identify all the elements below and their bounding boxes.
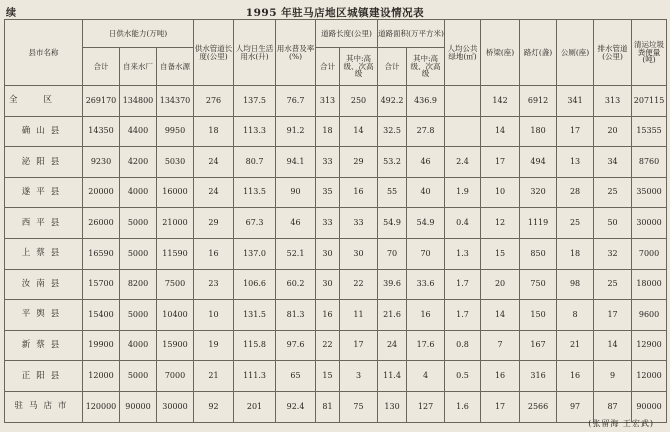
header-water-own: 自备水源 (157, 48, 194, 86)
cell-water-own: 16000 (157, 177, 194, 208)
cell-road-area-high: 436.9 (407, 86, 445, 117)
cell-drain: 313 (594, 86, 632, 117)
cell-per-capita: 137.0 (234, 238, 276, 269)
cell-garbage: 30000 (632, 208, 667, 239)
cell-lights: 180 (520, 116, 557, 147)
cell-water-total: 9230 (83, 147, 120, 178)
cell-toilets: 25 (557, 208, 594, 239)
cell-toilets: 17 (557, 116, 594, 147)
cell-green: 1.6 (445, 391, 481, 422)
cell-road-area-high: 127 (407, 391, 445, 422)
cell-water-own: 9950 (157, 116, 194, 147)
cell-road-area: 54.9 (378, 208, 407, 239)
county-name-cell: 汝南县 (5, 269, 83, 300)
cell-drain: 17 (594, 300, 632, 331)
cell-per-capita: 80.7 (234, 147, 276, 178)
cell-road-len: 16 (316, 300, 340, 331)
header-per-capita-water: 人均日生活用水(升) (234, 20, 276, 86)
cell-road-area-high: 54.9 (407, 208, 445, 239)
cell-toilets: 13 (557, 147, 594, 178)
cell-pipe: 10 (194, 300, 234, 331)
cell-road-len: 313 (316, 86, 340, 117)
cell-water-total: 12000 (83, 361, 120, 392)
cell-road-len-high: 16 (340, 177, 378, 208)
cell-road-area: 53.2 (378, 147, 407, 178)
cell-water-own: 5030 (157, 147, 194, 178)
cell-road-area-high: 27.8 (407, 116, 445, 147)
cell-road-area-high: 17.6 (407, 330, 445, 361)
cell-road-len-high: 75 (340, 391, 378, 422)
header-street-lights: 路灯(盏) (520, 20, 557, 86)
county-name-cell: 驻马店市 (5, 391, 83, 422)
cell-road-len-high: 11 (340, 300, 378, 331)
cell-water-own: 7000 (157, 361, 194, 392)
cell-coverage: 65 (276, 361, 316, 392)
header-water-coverage: 用水普及率(%) (276, 20, 316, 86)
cell-road-len: 18 (316, 116, 340, 147)
statistics-table (4, 19, 667, 423)
cell-garbage: 90000 (632, 391, 667, 422)
cell-green: 1.3 (445, 238, 481, 269)
cell-water-self: 4000 (120, 330, 157, 361)
cell-pipe: 18 (194, 116, 234, 147)
cell-water-own: 7500 (157, 269, 194, 300)
cell-road-area-high: 46 (407, 147, 445, 178)
cell-toilets: 98 (557, 269, 594, 300)
cell-road-area: 130 (378, 391, 407, 422)
table-row (5, 300, 667, 331)
table-body (5, 86, 667, 423)
cell-water-self: 90000 (120, 391, 157, 422)
header-road-length: 道路长度(公里) (316, 20, 378, 48)
cell-garbage: 15355 (632, 116, 667, 147)
cell-road-area: 55 (378, 177, 407, 208)
cell-road-area: 11.4 (378, 361, 407, 392)
cell-water-total: 15400 (83, 300, 120, 331)
table-row (5, 269, 667, 300)
cell-water-total: 19900 (83, 330, 120, 361)
cell-lights: 1119 (520, 208, 557, 239)
header-road-area-total: 合计 (378, 48, 407, 86)
cell-green (445, 116, 481, 147)
table-row (5, 147, 667, 178)
cell-road-len-high: 29 (340, 147, 378, 178)
cell-coverage: 60.2 (276, 269, 316, 300)
cell-water-total: 20000 (83, 177, 120, 208)
cell-green: 2.4 (445, 147, 481, 178)
cell-green: 1.7 (445, 269, 481, 300)
cell-road-area-high: 40 (407, 177, 445, 208)
county-name-cell: 平舆县 (5, 300, 83, 331)
cell-road-area: 32.5 (378, 116, 407, 147)
cell-water-own: 15900 (157, 330, 194, 361)
county-name-cell: 正阳县 (5, 361, 83, 392)
cell-water-self: 4000 (120, 177, 157, 208)
cell-road-len: 15 (316, 361, 340, 392)
cell-pipe: 24 (194, 147, 234, 178)
cell-water-self: 4400 (120, 116, 157, 147)
cell-bridges: 17 (481, 391, 520, 422)
cell-green: 1.9 (445, 177, 481, 208)
cell-water-total: 15700 (83, 269, 120, 300)
cell-water-total: 26000 (83, 208, 120, 239)
cell-drain: 25 (594, 177, 632, 208)
cell-drain: 9 (594, 361, 632, 392)
cell-bridges: 7 (481, 330, 520, 361)
credit-authors: (张留海 王宏武) (588, 419, 654, 428)
cell-garbage: 12900 (632, 330, 667, 361)
cell-water-own: 10400 (157, 300, 194, 331)
cell-water-self: 5000 (120, 208, 157, 239)
table-row (5, 391, 667, 422)
cell-toilets: 28 (557, 177, 594, 208)
cell-green: 0.4 (445, 208, 481, 239)
table-row (5, 177, 667, 208)
cell-water-own: 21000 (157, 208, 194, 239)
cell-pipe: 24 (194, 177, 234, 208)
cell-garbage: 7000 (632, 238, 667, 269)
cell-coverage: 92.4 (276, 391, 316, 422)
cell-toilets: 16 (557, 361, 594, 392)
cell-road-len: 22 (316, 330, 340, 361)
cell-bridges: 15 (481, 238, 520, 269)
cell-bridges: 12 (481, 208, 520, 239)
header-water-self: 自来水厂 (120, 48, 157, 86)
cell-coverage: 81.3 (276, 300, 316, 331)
cell-drain: 32 (594, 238, 632, 269)
cell-garbage: 35000 (632, 177, 667, 208)
header-pipe-length: 供水管道长度(公里) (194, 20, 234, 86)
cell-bridges: 10 (481, 177, 520, 208)
cell-garbage: 12000 (632, 361, 667, 392)
header-green-per-capita: 人均公共绿地(㎡) (445, 20, 481, 86)
cell-bridges: 14 (481, 116, 520, 147)
cell-per-capita: 113.5 (234, 177, 276, 208)
cell-lights: 167 (520, 330, 557, 361)
cell-water-own: 134370 (157, 86, 194, 117)
cell-drain: 50 (594, 208, 632, 239)
table-row (5, 330, 667, 361)
cell-green: 1.7 (445, 300, 481, 331)
cell-bridges: 20 (481, 269, 520, 300)
cell-road-len-high: 14 (340, 116, 378, 147)
county-name-cell: 新蔡县 (5, 330, 83, 361)
county-name-cell: 全区 (5, 86, 83, 117)
cell-road-len-high: 22 (340, 269, 378, 300)
cell-road-len-high: 3 (340, 361, 378, 392)
cell-bridges: 16 (481, 361, 520, 392)
cell-road-area: 21.6 (378, 300, 407, 331)
header-bridges: 桥梁(座) (481, 20, 520, 86)
cell-toilets: 18 (557, 238, 594, 269)
cell-green (445, 86, 481, 117)
cell-road-len: 35 (316, 177, 340, 208)
header-drain-pipe: 排水管道(公里) (594, 20, 632, 86)
cell-road-area-high: 16 (407, 300, 445, 331)
cell-pipe: 19 (194, 330, 234, 361)
table-title: 1995 年驻马店地区城镇建设情况表 (245, 7, 425, 19)
cell-water-total: 14350 (83, 116, 120, 147)
cell-coverage: 52.1 (276, 238, 316, 269)
cell-road-len-high: 33 (340, 208, 378, 239)
cell-water-own: 30000 (157, 391, 194, 422)
cell-toilets: 21 (557, 330, 594, 361)
header-road-area: 道路面积(万平方米) (378, 20, 445, 48)
header-county: 县市名称 (5, 20, 83, 86)
cell-lights: 316 (520, 361, 557, 392)
cell-road-len: 33 (316, 208, 340, 239)
cell-drain: 20 (594, 116, 632, 147)
cell-toilets: 97 (557, 391, 594, 422)
cell-road-len: 30 (316, 238, 340, 269)
cell-toilets: 8 (557, 300, 594, 331)
header-road-area-high: 其中:高级、次高级 (407, 48, 445, 86)
cell-lights: 494 (520, 147, 557, 178)
cell-pipe: 92 (194, 391, 234, 422)
cell-road-area: 70 (378, 238, 407, 269)
cell-road-len: 81 (316, 391, 340, 422)
county-name-cell: 泌阳县 (5, 147, 83, 178)
table-row (5, 208, 667, 239)
cell-lights: 850 (520, 238, 557, 269)
cell-road-area: 39.6 (378, 269, 407, 300)
cell-per-capita: 137.5 (234, 86, 276, 117)
cell-road-len-high: 250 (340, 86, 378, 117)
cell-water-self: 5000 (120, 300, 157, 331)
cell-drain: 25 (594, 269, 632, 300)
cell-road-len-high: 30 (340, 238, 378, 269)
cell-coverage: 91.2 (276, 116, 316, 147)
cell-garbage: 18000 (632, 269, 667, 300)
cell-water-self: 4200 (120, 147, 157, 178)
continued-mark: 续 (6, 8, 16, 19)
cell-pipe: 276 (194, 86, 234, 117)
cell-toilets: 341 (557, 86, 594, 117)
header-water-supply: 日供水能力(万吨) (83, 20, 194, 48)
header-garbage: 清运垃圾粪便量(吨) (632, 20, 667, 86)
cell-road-len: 33 (316, 147, 340, 178)
cell-drain: 14 (594, 330, 632, 361)
cell-pipe: 21 (194, 361, 234, 392)
header-road-length-high: 其中:高级、次高级 (340, 48, 378, 86)
cell-water-total: 120000 (83, 391, 120, 422)
cell-per-capita: 111.3 (234, 361, 276, 392)
cell-pipe: 16 (194, 238, 234, 269)
cell-bridges: 17 (481, 147, 520, 178)
cell-green: 0.5 (445, 361, 481, 392)
county-name-cell: 上蔡县 (5, 238, 83, 269)
cell-per-capita: 115.8 (234, 330, 276, 361)
cell-coverage: 97.6 (276, 330, 316, 361)
cell-pipe: 23 (194, 269, 234, 300)
cell-coverage: 76.7 (276, 86, 316, 117)
cell-lights: 150 (520, 300, 557, 331)
cell-water-total: 16590 (83, 238, 120, 269)
cell-coverage: 46 (276, 208, 316, 239)
cell-per-capita: 106.6 (234, 269, 276, 300)
county-name-cell: 西平县 (5, 208, 83, 239)
table-row (5, 238, 667, 269)
cell-drain: 87 (594, 391, 632, 422)
cell-road-area: 492.2 (378, 86, 407, 117)
cell-road-area: 24 (378, 330, 407, 361)
header-water-total: 合计 (83, 48, 120, 86)
cell-per-capita: 67.3 (234, 208, 276, 239)
cell-water-own: 11590 (157, 238, 194, 269)
county-name-cell: 确山县 (5, 116, 83, 147)
cell-road-len-high: 17 (340, 330, 378, 361)
cell-water-self: 5000 (120, 361, 157, 392)
cell-road-area-high: 4 (407, 361, 445, 392)
cell-water-total: 269170 (83, 86, 120, 117)
cell-coverage: 90 (276, 177, 316, 208)
cell-bridges: 142 (481, 86, 520, 117)
header-toilets: 公厕(座) (557, 20, 594, 86)
cell-bridges: 14 (481, 300, 520, 331)
cell-per-capita: 201 (234, 391, 276, 422)
cell-garbage: 9600 (632, 300, 667, 331)
cell-per-capita: 131.5 (234, 300, 276, 331)
table-row (5, 116, 667, 147)
cell-road-area-high: 33.6 (407, 269, 445, 300)
cell-water-self: 5000 (120, 238, 157, 269)
cell-road-area-high: 70 (407, 238, 445, 269)
cell-lights: 750 (520, 269, 557, 300)
cell-water-self: 8200 (120, 269, 157, 300)
cell-drain: 34 (594, 147, 632, 178)
cell-lights: 320 (520, 177, 557, 208)
cell-road-len: 30 (316, 269, 340, 300)
cell-coverage: 94.1 (276, 147, 316, 178)
cell-garbage: 207115 (632, 86, 667, 117)
table-row (5, 86, 667, 117)
header-road-length-total: 合计 (316, 48, 340, 86)
county-name-cell: 遂平县 (5, 177, 83, 208)
cell-pipe: 29 (194, 208, 234, 239)
cell-garbage: 8760 (632, 147, 667, 178)
cell-green: 0.8 (445, 330, 481, 361)
cell-per-capita: 113.3 (234, 116, 276, 147)
cell-water-self: 134800 (120, 86, 157, 117)
cell-lights: 2566 (520, 391, 557, 422)
cell-lights: 6912 (520, 86, 557, 117)
table-row (5, 361, 667, 392)
